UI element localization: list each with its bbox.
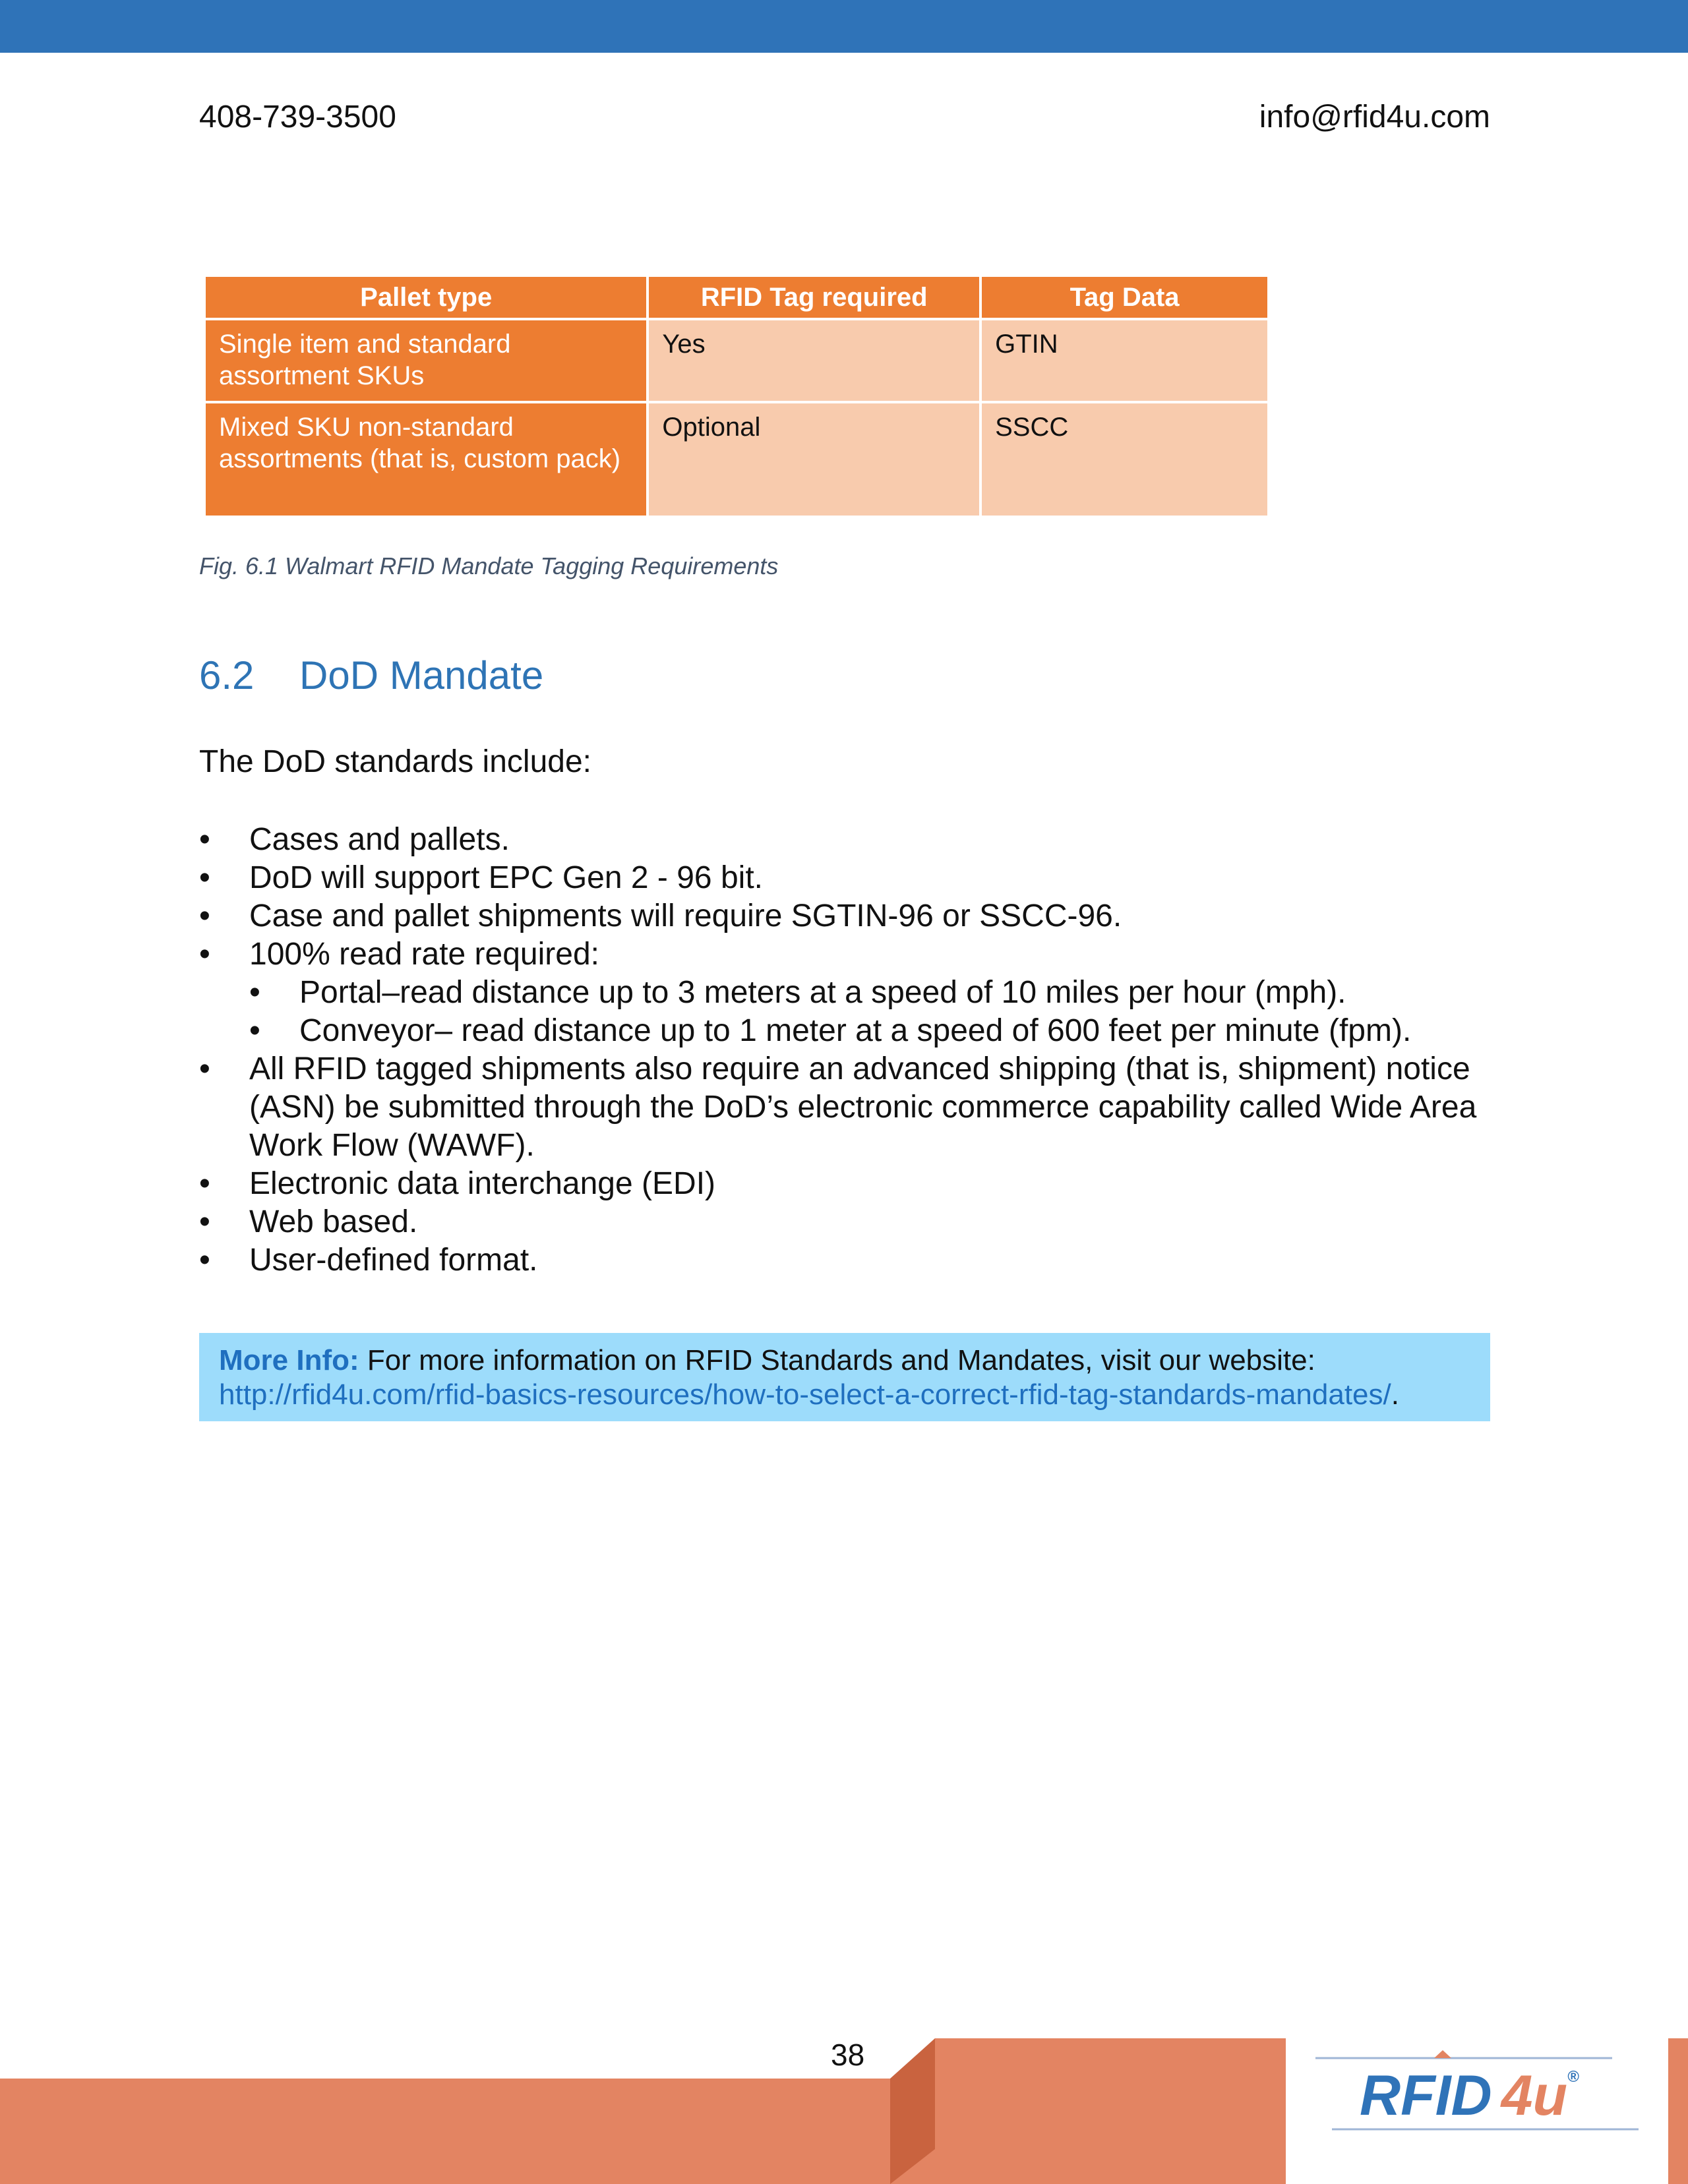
table-row-header: Mixed SKU non-standard assortments (that is, custom pack) — [204, 402, 648, 517]
section-title: DoD Mandate — [299, 653, 544, 697]
bullet-icon: • — [199, 822, 210, 857]
list-item-text: Portal–read distance up to 3 meters at a speed of 10 miles per hour (mph). — [299, 975, 1346, 1010]
link-trailing: . — [1391, 1378, 1399, 1411]
bullet-icon: • — [199, 899, 210, 933]
bullet-icon: • — [249, 1013, 260, 1048]
list-item — [199, 821, 1505, 859]
list-item-text: Web based. — [249, 1204, 418, 1239]
list-item — [199, 1050, 1505, 1165]
table-cell: Optional — [648, 402, 980, 517]
bullet-icon: • — [199, 1204, 210, 1239]
table-cell: SSCC — [980, 402, 1269, 517]
list-item — [199, 1165, 1505, 1203]
bullet-icon: • — [199, 1051, 210, 1086]
standards-link[interactable]: http://rfid4u.com/rfid-basics-resources/how-to-select-a-correct-rfid-tag-standards-mandates/ — [219, 1378, 1391, 1411]
page-number: 38 — [831, 2038, 865, 2072]
list-item-text: Case and pallet shipments will require SGTIN-96 or SSCC-96. — [249, 899, 1122, 933]
list-item-text: User-defined format. — [249, 1243, 538, 1278]
list-item — [199, 897, 1505, 935]
list-item-text: Electronic data interchange (EDI) — [249, 1166, 716, 1201]
figure-caption: Fig. 6.1 Walmart RFID Mandate Tagging Requirements — [199, 552, 779, 579]
tagging-requirements-table — [203, 274, 1270, 518]
top-color-band — [0, 0, 1688, 53]
more-info-label: More Info: — [219, 1344, 359, 1376]
sub-list-item — [249, 974, 1505, 1012]
table-row-header: Single item and standard assortment SKUs — [204, 319, 648, 402]
section-number: 6.2 — [199, 653, 255, 697]
intro-paragraph: The DoD standards include: — [199, 744, 591, 779]
bullet-icon: • — [199, 1243, 210, 1278]
more-info-box — [199, 1333, 1490, 1421]
list-item — [199, 859, 1505, 897]
header-phone: 408-739-3500 — [199, 100, 396, 134]
logo-arrow-icon — [1434, 2050, 1451, 2058]
table-header-cell: Tag Data — [980, 276, 1269, 319]
list-item-text: Conveyor– read distance up to 1 meter at a speed of 600 feet per minute (fpm). — [299, 1013, 1412, 1048]
bullet-list — [199, 821, 1505, 1280]
bullet-icon: • — [199, 937, 210, 972]
bullet-icon: • — [199, 1166, 210, 1201]
logo-text: RFID 4u® — [1360, 2064, 1579, 2127]
section-heading — [199, 653, 543, 698]
table-row — [204, 319, 1269, 402]
list-item-text: All RFID tagged shipments also require an advanced shipping (that is, shipment) notice (ASN) be submitted through the DoD’s electronic commerce capability called Wide Area Work Flow (WAWF). — [249, 1051, 1477, 1163]
list-item — [199, 1203, 1505, 1241]
table-cell: Yes — [648, 319, 980, 402]
list-item — [199, 1241, 1505, 1280]
bullet-icon: • — [199, 860, 210, 895]
table-header-cell: RFID Tag required — [648, 276, 980, 319]
bullet-icon: • — [249, 975, 260, 1010]
header-email: info@rfid4u.com — [1259, 100, 1490, 134]
list-item-text: Cases and pallets. — [249, 822, 510, 857]
list-item — [199, 935, 1505, 974]
table-cell: GTIN — [980, 319, 1269, 402]
more-info-text: For more information on RFID Standards and Mandates, visit our website: — [359, 1344, 1315, 1376]
sub-list-item — [249, 1012, 1505, 1050]
footer-decoration — [0, 2030, 1688, 2184]
table-row — [204, 402, 1269, 517]
table-header-row — [204, 276, 1269, 319]
table-header-cell: Pallet type — [204, 276, 648, 319]
list-item-text: DoD will support EPC Gen 2 - 96 bit. — [249, 860, 763, 895]
list-item-text: 100% read rate required: — [249, 937, 599, 972]
